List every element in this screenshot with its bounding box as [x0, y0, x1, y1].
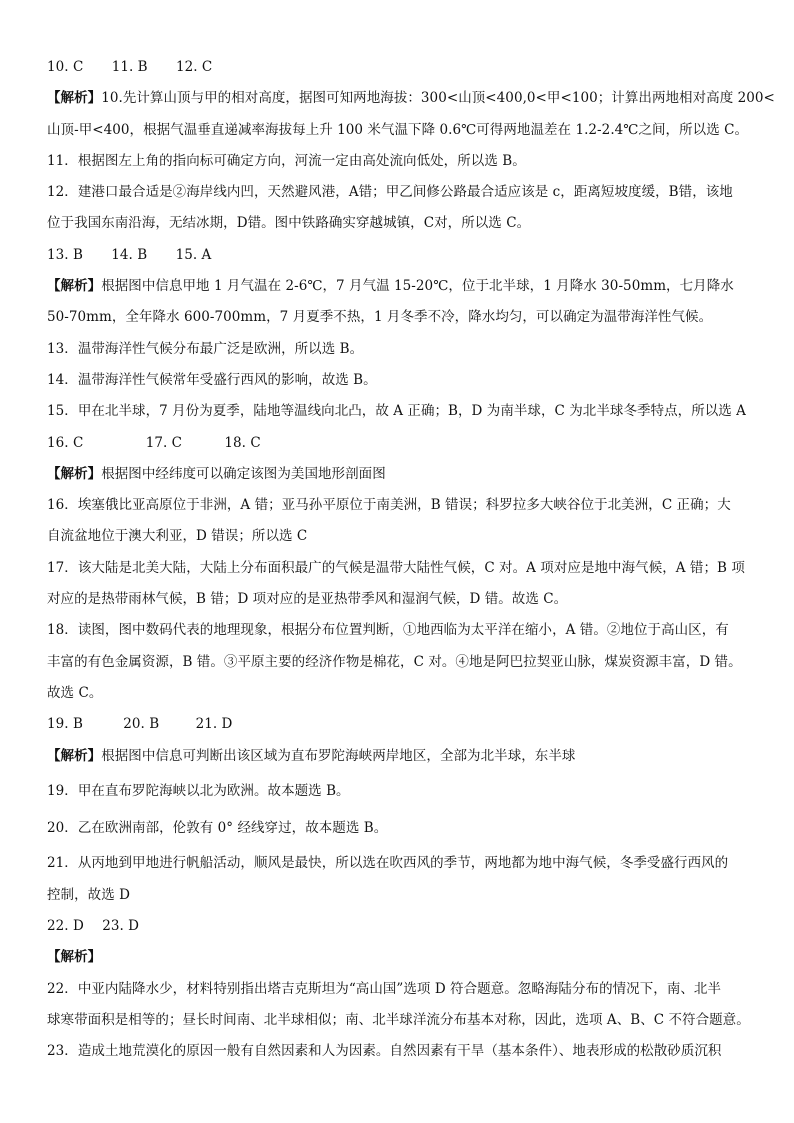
text-line: 17．该大陆是北美大陆，大陆上分布面积最广的气候是温带大陆性气候，C 对。A 项对应是地中海气候，A 错；B 项: [47, 559, 745, 576]
text-line: 16．埃塞俄比亚高原位于非洲，A 错；亚马孙平原位于南美洲，B 错误；科罗拉多大峡谷位于北美洲，C 正确；大: [47, 497, 731, 514]
answer-18: 18. C: [224, 434, 261, 451]
answer-line-22-23: [47, 911, 759, 942]
answer-13: 13. B: [47, 246, 83, 263]
analysis-label: 【解析】: [47, 90, 102, 107]
text-line: 22．中亚内陆降水少，材料特别指出塔吉克斯坦为“高山国”选项 D 符合题意。忽略海陆分布的情况下，南、北半: [47, 980, 722, 997]
answer-line-10-12: [47, 52, 759, 83]
analysis-label: 【解析】: [47, 465, 102, 482]
answer-line-16-18: [47, 428, 759, 459]
analysis-text: 根据图中经纬度可以确定该图为美国地形剖面图: [101, 465, 386, 482]
answer-11: 11. B: [111, 59, 148, 75]
text-line: 球寒带面积是相等的；昼长时间南、北半球相似；南、北半球洋流分布基本对称，因此，选项 A、B、C 不符合题意。: [47, 1011, 750, 1028]
answer-line-19-21: [47, 709, 759, 740]
text-line: 20．乙在欧洲南部，伦敦有 0° 经线穿过，故本题选 B。: [47, 820, 388, 837]
analysis-text: 根据图中信息甲地 1 月气温在 2-6℃，7 月气温 15-20℃，位于北半球，1 月降水 30-50mm，七月降水: [101, 278, 734, 295]
text-line: 21．从丙地到甲地进行帆船活动，顺风是最快，所以选在吹西风的季节，两地都为地中海气候，冬季受盛行西风的: [47, 855, 729, 872]
answer-21: 21. D: [195, 716, 233, 733]
answer-19: 19. B: [47, 716, 83, 733]
analysis-text: 根据图中信息可判断出该区域为直布罗陀海峡两岸地区，全部为北半球，东半球: [101, 747, 576, 764]
analysis-line: [47, 83, 775, 114]
analysis-text: 10.先计算山顶与甲的相对高度，据图可知两地海拔：300<山顶<400,0<甲<100；计算出两地相对高度 200<: [101, 90, 775, 107]
text-line: 19．甲在直布罗陀海峡以北为欧洲。故本题选 B。: [47, 782, 350, 799]
analysis-label: 【解析】: [47, 747, 102, 764]
analysis-line: [47, 271, 759, 302]
text-line: 13．温带海洋性气候分布最广泛是欧洲，所以选 B。: [47, 340, 364, 357]
answer-16: 16. C: [47, 434, 84, 451]
analysis-line: [47, 459, 759, 490]
text-line: 丰富的有色金属资源，B 错。③平原主要的经济作物是棉花，C 对。④地是阿巴拉契亚山脉，煤炭资源丰富，D 错。: [47, 653, 742, 670]
text-line: 自流盆地位于澳大利亚，D 错误；所以选 C: [47, 528, 308, 545]
answer-12: 12. C: [175, 59, 213, 75]
analysis-label: 【解析】: [47, 949, 102, 966]
answer-20: 20. B: [123, 716, 160, 733]
analysis-line: [47, 741, 759, 772]
text-line: 控制，故选 D: [47, 886, 130, 903]
text-line: 故选 C。: [47, 684, 103, 701]
answer-10: 10. C: [47, 59, 84, 75]
text-line: 14．温带海洋性气候常年受盛行西风的影响，故选 B。: [47, 371, 377, 388]
text-line: 12．建港口最合适是②海岸线内凹，天然避风港，A错；甲乙间修公路最合适应该是 c，距离短坡度缓，B错，该地: [47, 184, 733, 201]
text-line: 18．读图，图中数码代表的地理现象，根据分布位置判断，①地西临为太平洋在缩小，A 错。②地位于高山区，有: [47, 622, 729, 639]
analysis-label: 【解析】: [47, 278, 102, 295]
text-line: 15．甲在北半球，7 月份为夏季，陆地等温线向北凸，故 A 正确；B，D 为南半球，C 为北半球冬季特点，所以选 A: [47, 403, 746, 420]
text-line: 山顶-甲<400，根据气温垂直递减率海拔每上升 100 米气温下降 0.6℃可得两地温差在 1.2-2.4℃之间，所以选 C。: [47, 121, 749, 138]
answer-22: 22. D: [47, 918, 84, 935]
answer-15: 15. A: [175, 246, 212, 263]
text-line: 23．造成土地荒漠化的原因一般有自然因素和人为因素。自然因素有干旱（基本条件）、地表形成的松散砂质沉积: [47, 1043, 722, 1060]
answer-14: 14. B: [111, 246, 148, 263]
analysis-line: [47, 942, 759, 973]
text-line: 50-70mm，全年降水 600-700mm，7 月夏季不热，1 月冬季不冷，降水均匀，可以确定为温带海洋性气候。: [47, 309, 713, 326]
answer-line-13-15: [47, 240, 759, 271]
answer-17: 17. C: [145, 434, 183, 451]
answer-23: 23. D: [102, 918, 140, 935]
text-line: 11．根据图左上角的指向标可确定方向，河流一定由高处流向低处，所以选 B。: [47, 152, 526, 169]
text-line: 位于我国东南沿海，无结冰期，D错。图中铁路确实穿越城镇，C对，所以选 C。: [47, 215, 531, 232]
answer-key-content: [47, 52, 775, 1068]
text-line: 对应的是热带雨林气候，B 错；D 项对应的是亚热带季风和湿润气候，D 错。故选 C。: [47, 591, 568, 608]
